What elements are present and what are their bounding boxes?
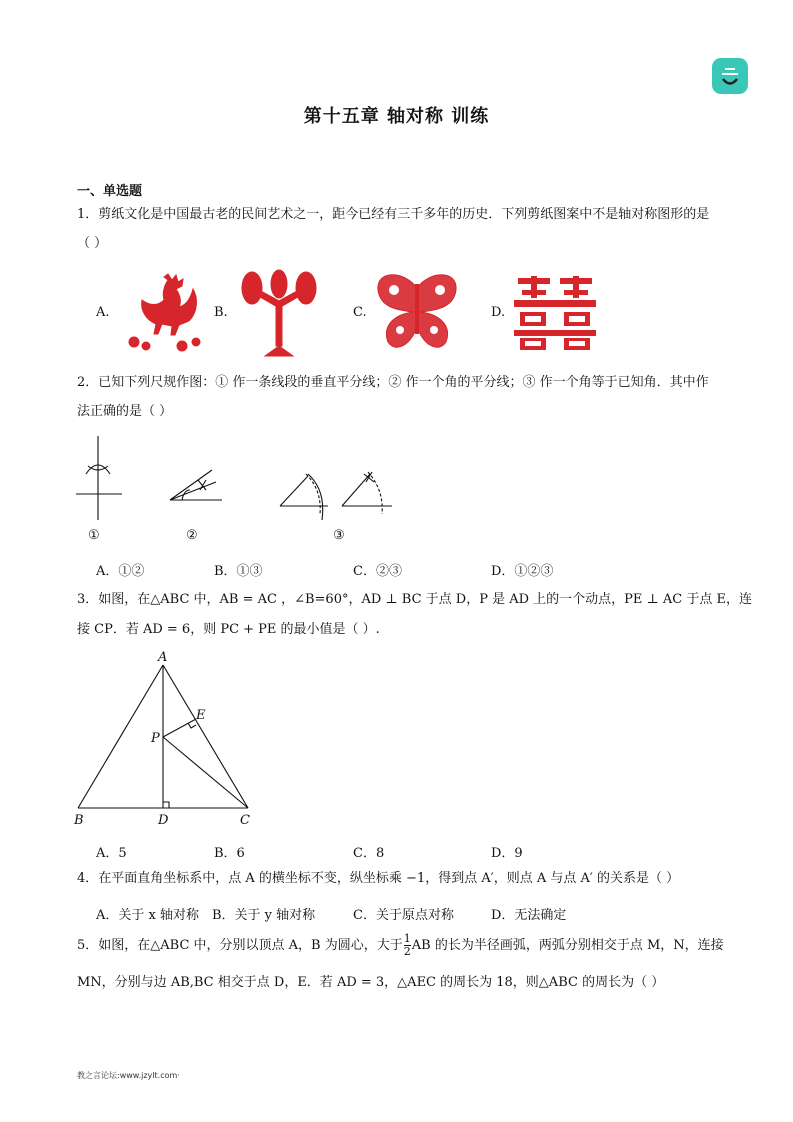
q2-figure-label-3: ③ [333, 528, 345, 543]
q2-option-d: D．①②③ [491, 564, 554, 579]
q4-option-a: A．关于 x 轴对称 [96, 908, 199, 923]
q2-construction-figures [70, 434, 410, 528]
point-label-d: D [158, 813, 169, 828]
point-label-c: C [240, 813, 250, 828]
point-label-e: E [196, 708, 206, 723]
q3-triangle-figure [70, 645, 270, 834]
q1-option-c: C. [353, 305, 367, 320]
tree-papercut-icon [238, 266, 320, 362]
q1-text-line1: 1．剪纸文化是中国最古老的民间艺术之一，距今已经有三千多年的历史．下列剪纸图案中不是轴对称图形的是 [77, 207, 710, 222]
q4-option-d: D．无法确定 [491, 908, 567, 923]
page-title: 第十五章 轴对称 训练 [303, 106, 490, 127]
rooster-papercut-icon [120, 268, 206, 358]
q3-option-a: A．5 [96, 846, 127, 861]
q5-fraction-numerator: 1 [403, 932, 411, 945]
q2-option-a: A．①② [96, 564, 145, 579]
section-heading: 一、单选题 [77, 184, 143, 199]
logo-glyph-icon [712, 58, 748, 94]
double-happiness-papercut-icon [514, 276, 596, 354]
q5-fraction [404, 933, 411, 958]
q4-text-line1: 4．在平面直角坐标系中，点 A 的横坐标不变，纵坐标乘 −1，得到点 A′，则点 A 与点 A′ 的关系是（ ） [77, 871, 680, 886]
q5-text-part1: 5．如图，在△ABC 中，分别以顶点 A，B 为圆心，大于 [77, 938, 403, 953]
q2-option-b: B．①③ [214, 564, 263, 579]
q4-option-c: C．关于原点对称 [353, 908, 454, 923]
point-label-a: A [158, 650, 168, 665]
q4-option-b: B．关于 y 轴对称 [212, 908, 316, 923]
q2-text-line1: 2．已知下列尺规作图：① 作一条线段的垂直平分线；② 作一个角的平分线；③ 作一个角等于已知角．其中作 [77, 375, 709, 390]
q5-text-line2: MN，分别与边 AB,BC 相交于点 D，E．若 AD = 3，△AEC 的周长为 18，则△ABC 的周长为（ ） [77, 975, 665, 990]
q2-option-c: C．②③ [353, 564, 402, 579]
butterfly-papercut-icon [374, 270, 460, 358]
q3-option-d: D．9 [491, 846, 523, 861]
point-label-b: B [74, 813, 84, 828]
q5-text-part2: AB 的长为半径画弧，两弧分别相交于点 M，N，连接 [411, 938, 724, 953]
q3-option-b: B．6 [214, 846, 245, 861]
footer-text: 教之言论坛:www.jzylt.com· [77, 1071, 180, 1080]
q1-option-d: D. [491, 305, 506, 320]
q1-option-b: B. [214, 305, 228, 320]
q3-text-line2: 接 CP．若 AD = 6，则 PC + PE 的最小值是（ ）. [77, 622, 380, 637]
point-label-p: P [151, 731, 160, 746]
q2-figure-label-2: ② [186, 528, 198, 543]
site-logo [712, 58, 748, 94]
q5-text-line1 [77, 931, 724, 960]
q1-option-a: A. [96, 305, 110, 320]
q2-text-line2: 法正确的是（ ） [77, 404, 173, 419]
q5-fraction-denominator: 2 [403, 945, 411, 958]
q1-text-line2: （ ） [77, 236, 108, 251]
q2-figure-label-1: ① [88, 528, 100, 543]
q3-option-c: C．8 [353, 846, 385, 861]
q3-text-line1: 3．如图，在△ABC 中，AB = AC ，∠B=60°，AD ⊥ BC 于点 D，P 是 AD 上的一个动点，PE ⊥ AC 于点 E，连 [77, 592, 752, 607]
